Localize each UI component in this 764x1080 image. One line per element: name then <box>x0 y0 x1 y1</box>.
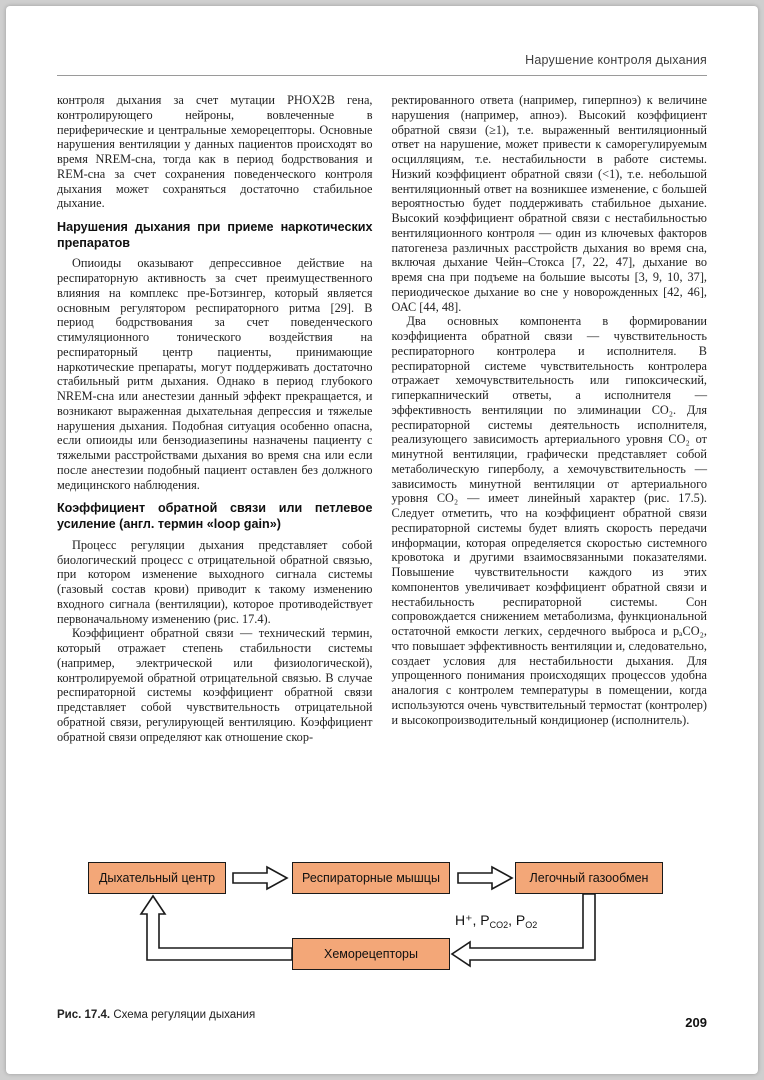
book-page <box>6 6 758 1074</box>
chemoreceptor-stimuli-label <box>455 912 625 930</box>
formula-subscript: O2 <box>525 920 538 930</box>
box-respiratory-muscles: Респираторные мышцы <box>292 862 450 894</box>
page-number: 209 <box>685 1015 707 1030</box>
formula-text: H⁺, P <box>455 912 490 928</box>
section-heading-loop-gain: Коэффициент обратной связи или петлевое усиление (англ. термин «loop gain») <box>57 501 373 532</box>
paragraph: Опиоиды оказывают депрессивное действие на респираторную активность за счет преимущественного влияния на комплекс пре-Ботзингер, который является основным регулятором респираторного ритма [29]. В период бодрствования за счет поведенческого стимуляционного тонического воздействия на респираторный центр пациенты, принимающие наркотические препараты, могут поддерживать достаточно стабильный ритм дыхания. Однако в период глубокого NREM-сна или анестезии данный эффект прекращается, и возникают выраженная дыхательная депрессия и тяжелые нарушения дыхания. Подобная ситуация особенно опасна, если опиоиды или бензодиазепины назначены пациенту с тяжелыми расстройствами дыхания во время сна или если после анестезии подобный пациент оставлен без должного медицинского наблюдения. <box>57 256 373 492</box>
feedback-arrow-to-center-icon <box>141 896 292 960</box>
figure-caption-number: Рис. 17.4. <box>57 1009 111 1021</box>
paragraph: ректированного ответа (например, гиперпноэ) к величине нарушения (например, апноэ). Высокий коэффициент обратной связи (≥1), т.е. выраженный вентиляционный ответ на нарушение, может привести к саморегулируемым осцилляциям, т.е. нестабильности в работе системы. Низкий коэффициент обратной связи (<1), т.е. небольшой вентиляционный ответ на возникшее изменение, с большей вероятностью будет поддерживать стабильное дыхание. Высокий коэффициент обратной связи с нестабильностью вентиляционного контроля — один из ключевых факторов патогенеза различных расстройств дыхания во время сна, включая дыхание Чейн–Стокса [7, 22, 47], дыхание во время сна при подъеме на большие высоты [3, 9, 10, 37], периодическое дыхание во сне у новорожденных [42, 46], ОАС [44, 48]. <box>391 93 707 314</box>
figure-caption <box>57 1009 255 1021</box>
left-column <box>57 93 373 744</box>
text-columns <box>57 93 707 744</box>
feedback-arrow-to-chemoreceptors-icon <box>452 894 595 966</box>
right-column <box>392 93 708 744</box>
formula-subscript: CO2 <box>489 920 509 930</box>
paragraph: Два основных компонента в формировании коэффициента обратной связи — чувствительность респираторного контролера и исполнителя. В респираторной системе чувствительность контролера отражает хемочувствительность или гипоксический, гиперкапнический ответы, а исполнителя — эффективность вентиляции по элиминации CO₂. Для респираторной системы деятельность исполнителя, реализующего зависимость артериального уровня CO₂ от минутной вентиляции, графически представляет собой метаболическую гиперболу, а хемочувствительность — зависимость минутной вентиляции от артериального уровня CO₂ — имеет линейный характер (рис. 17.5). Следует отметить, что на коэффициент обратной связи респираторной системы будет влиять скорость передачи информации, которая определяется скоростью системного кровотока и другими взаимосвязанными показателями. Повышение чувствительности каждого из этих компонентов увеличивает коэффициент обратной связи и нестабильность респираторной системы. Сон сопровождается снижением метаболизма, функциональной остаточной емкости легких, сердечного выброса и pₐCO₂, что повышает эффективность вентиляции и, следовательно, создает условия для нестабильности дыхания. Для упрощенного понимания происходящих процессов удобна аналогия с контролем температуры в помещении, когда используются очень чувствительный термостат (контролер) и высокопроизводительный кондиционер (исполнитель). <box>391 314 707 727</box>
paragraph: контроля дыхания за счет мутации PHOX2B гена, контролирующего нейроны, вовлеченные в периферические и центральные хеморецепторы. Основные нарушения вентиляции у данных пациентов происходят во время NREM-сна, тогда как в период бодрствования и REM-сна за счет сохранения поведенческого контроля дыхания может сохраняться достаточно стабильное дыхание. <box>57 93 373 211</box>
figure-caption-text: Схема регуляции дыхания <box>113 1009 256 1021</box>
running-header: Нарушение контроля дыхания <box>525 53 707 67</box>
paragraph: Коэффициент обратной связи — технический термин, который отражает степень стабильности системы (например, электрической или физиологической), контролируемой обратной отрицательной связью. В случае респираторной системы коэффициент обратной связи представляет собой чувствительность отрицательной обратной связи, регулирующей вентиляцию. Коэффициент обратной связи определяют как отношение скор- <box>57 626 373 744</box>
box-chemoreceptors: Хеморецепторы <box>292 938 450 970</box>
header-divider <box>57 75 707 76</box>
flow-arrow-icon <box>458 867 512 889</box>
formula-text: , P <box>508 912 526 928</box>
section-heading-narcotics: Нарушения дыхания при приеме наркотических препаратов <box>57 220 373 250</box>
figure-17-4 <box>57 855 707 975</box>
box-gas-exchange: Легочный газообмен <box>515 862 663 894</box>
paragraph: Процесс регуляции дыхания представляет собой биологический процесс с отрицательной обратной связью, при котором изменение выходного сигнала системы (газовый состав крови) приводит к такому изменению входного сигнала (вентиляции), которое противодействует первоначальному изменению (рис. 17.4). <box>57 537 373 626</box>
box-respiratory-center: Дыхательный центр <box>88 862 226 894</box>
flow-arrow-icon <box>233 867 287 889</box>
